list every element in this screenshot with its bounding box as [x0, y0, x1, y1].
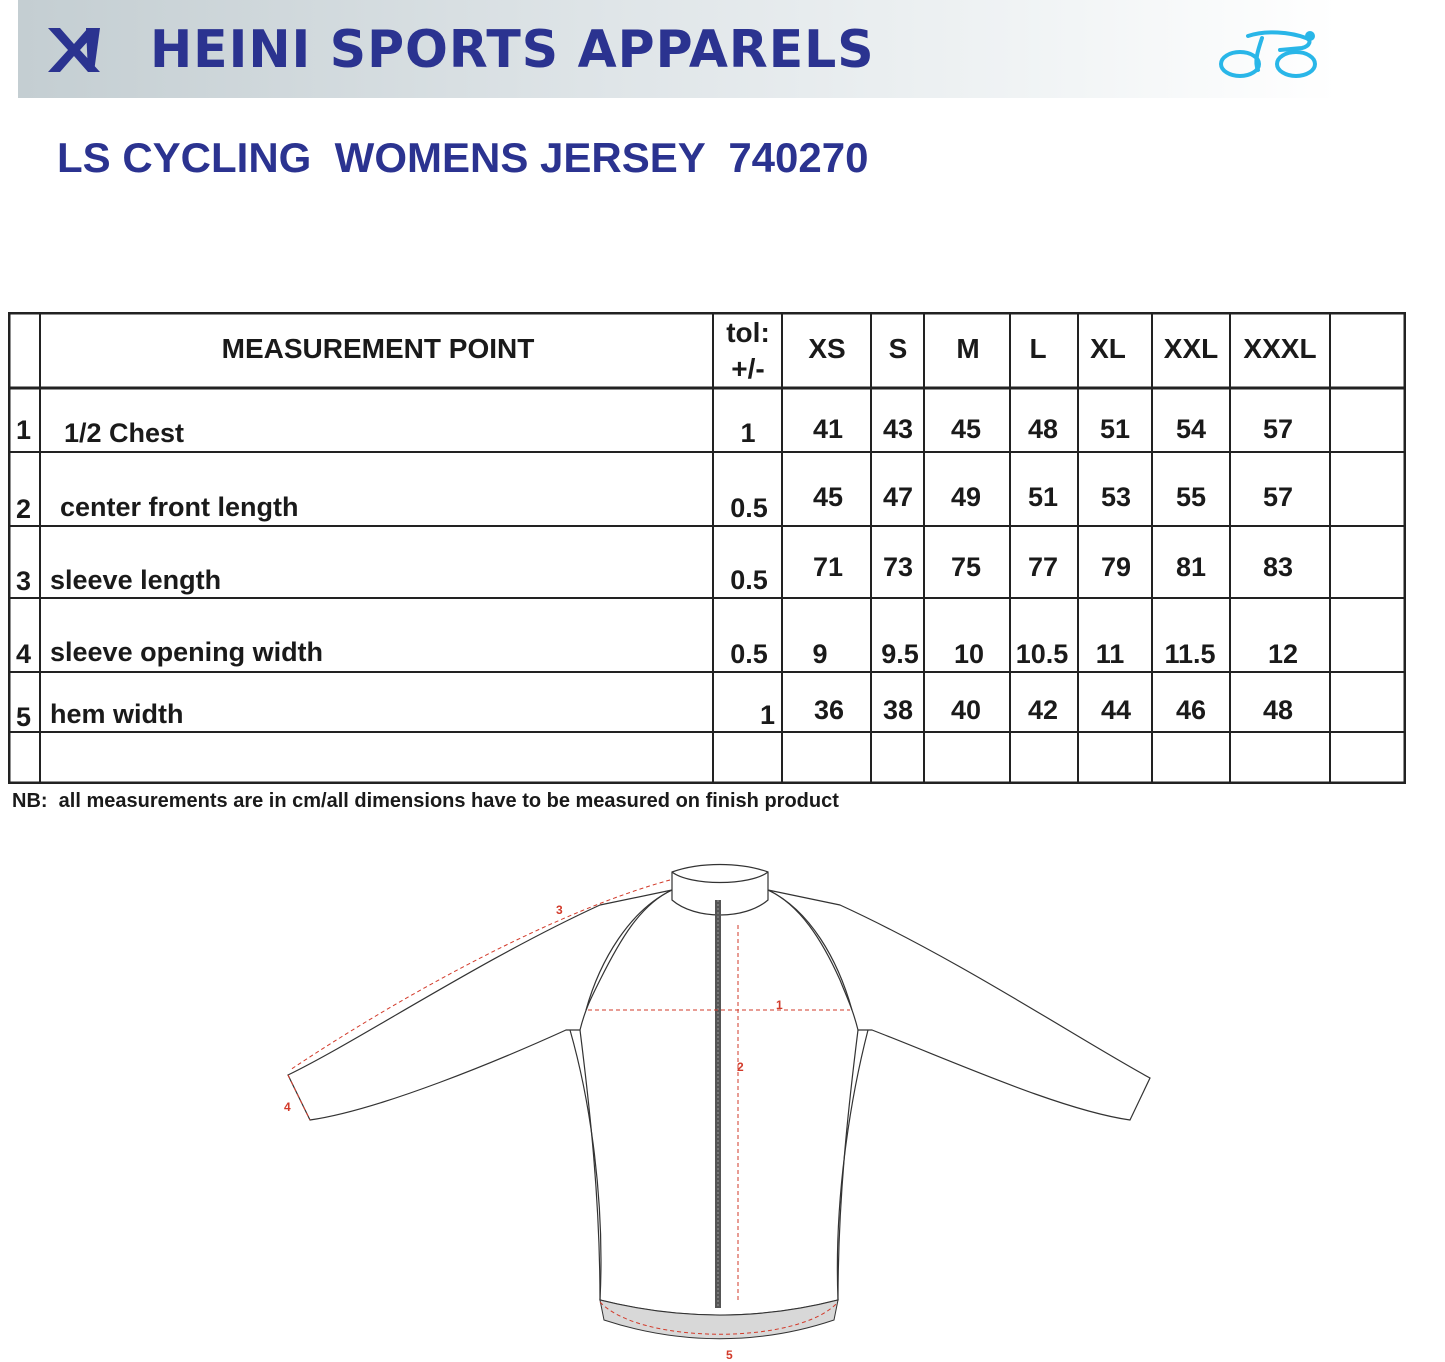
row-value: 57: [1262, 482, 1294, 512]
row-tolerance: 1: [740, 418, 756, 448]
row-value: 47: [882, 482, 914, 512]
size-header-m: M: [956, 333, 980, 364]
row-value: 11.5: [1164, 639, 1216, 669]
row-value: 10: [953, 639, 985, 669]
row-value: 36: [813, 695, 845, 725]
size-header-xs: XS: [808, 333, 846, 364]
row-value: 46: [1175, 695, 1207, 725]
row-value: 9.5: [881, 639, 919, 669]
row-number: 2: [16, 494, 32, 524]
size-header-s: S: [888, 333, 908, 364]
row-tolerance: 1: [759, 700, 775, 730]
row-value: 77: [1027, 552, 1059, 582]
measure-label-5: 5: [726, 1348, 733, 1362]
tolerance-header-line2: +/-: [731, 353, 765, 384]
row-value: 44: [1100, 695, 1132, 725]
row-value: 49: [950, 482, 982, 512]
row-tolerance: 0.5: [730, 565, 768, 595]
row-value: 41: [812, 414, 844, 444]
row-label: hem width: [50, 699, 184, 729]
row-value: 79: [1100, 552, 1132, 582]
row-value: 12: [1267, 639, 1299, 669]
row-value: 40: [950, 695, 982, 725]
tolerance-header-line1: tol:: [726, 317, 770, 348]
measure-label-1: 1: [776, 998, 783, 1012]
brand-name: HEINI SPORTS APPARELS: [150, 20, 875, 80]
row-label: 1/2 Chest: [64, 418, 185, 448]
row-value: 83: [1262, 552, 1294, 582]
row-value: 81: [1175, 552, 1207, 582]
row-value: 38: [882, 695, 914, 725]
row-number: 1: [16, 415, 32, 445]
size-header-xl: XL: [1090, 333, 1126, 364]
measure-label-4: 4: [284, 1100, 291, 1114]
row-value: 54: [1175, 414, 1207, 444]
row-value: 45: [950, 414, 982, 444]
row-value: 73: [882, 552, 914, 582]
measurement-note: NB: all measurements are in cm/all dimensions have to be measured on finish product: [12, 790, 839, 812]
row-label: center front length: [60, 492, 299, 522]
row-value: 43: [882, 414, 914, 444]
row-value: 71: [812, 552, 844, 582]
row-value: 42: [1027, 695, 1059, 725]
row-value: 48: [1027, 414, 1059, 444]
row-value: 51: [1027, 482, 1059, 512]
row-value: 53: [1100, 482, 1132, 512]
row-value: 55: [1175, 482, 1207, 512]
measure-label-3: 3: [556, 903, 563, 917]
row-value: 57: [1262, 414, 1294, 444]
measurement-point-header: MEASUREMENT POINT: [221, 333, 535, 364]
measurement-guides: [288, 880, 850, 1334]
row-number: 4: [16, 639, 32, 669]
row-value: 11: [1095, 639, 1125, 669]
row-label: sleeve length: [50, 565, 222, 595]
size-header-xxxl: XXXL: [1243, 333, 1317, 364]
row-tolerance: 0.5: [730, 639, 768, 669]
row-value: 51: [1099, 414, 1131, 444]
row-value: 10.5: [1015, 639, 1069, 669]
row-label: sleeve opening width: [50, 637, 324, 667]
row-number: 5: [16, 702, 32, 732]
row-value: 48: [1262, 695, 1294, 725]
row-number: 3: [16, 566, 32, 596]
row-value: 45: [812, 482, 844, 512]
product-title: LS CYCLING WOMENS JERSEY 740270: [57, 134, 869, 181]
size-header-l: L: [1029, 333, 1047, 364]
row-value: 75: [950, 552, 982, 582]
size-header-xxl: XXL: [1163, 333, 1219, 364]
row-tolerance: 0.5: [730, 493, 768, 523]
measure-label-2: 2: [737, 1060, 744, 1074]
row-value: 9: [812, 639, 828, 669]
